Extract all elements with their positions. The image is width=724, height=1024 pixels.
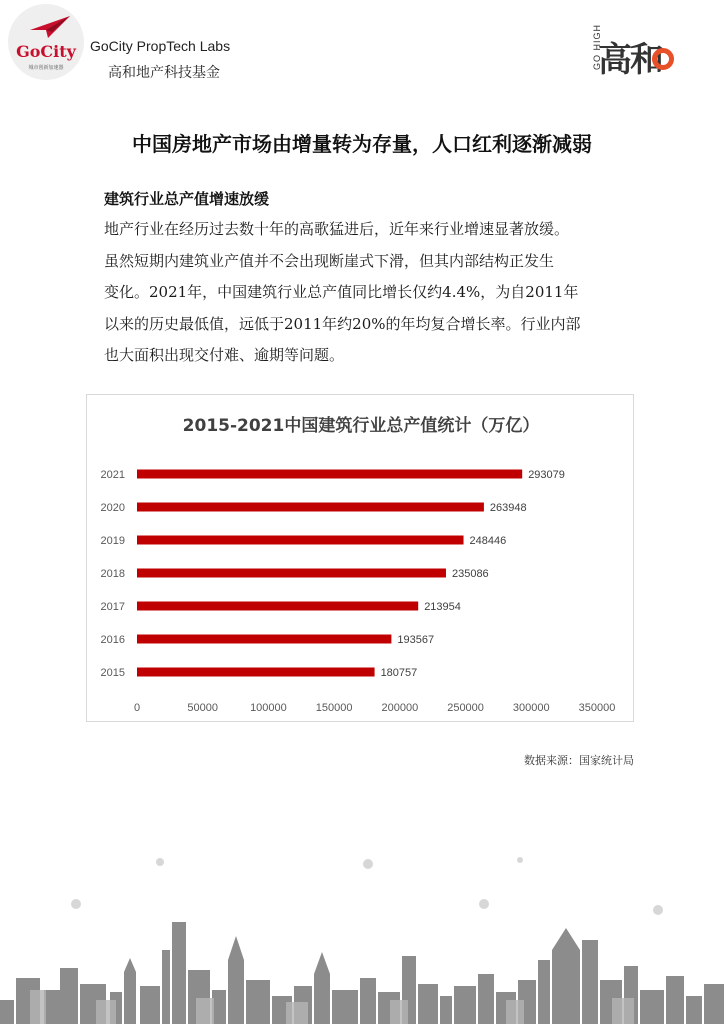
brand-name-cn: 高和地产科技基金 — [108, 65, 220, 81]
body-line: 地产行业在经历过去数十年的高歌猛进后，近年来行业增速显著放缓。 — [104, 220, 570, 238]
x-tick-label: 0 — [133, 702, 141, 714]
y-tick-label: 2016 — [100, 634, 125, 646]
y-tick-label: 2019 — [100, 535, 125, 547]
bar-2016 — [137, 635, 391, 644]
city-skyline-illustration — [0, 840, 724, 1024]
chart-svg — [87, 395, 635, 723]
data-label: 235086 — [451, 568, 489, 580]
body-line: 变化。2021年，中国建筑行业总产值同比增长仅约4.4%，为自2011年 — [104, 283, 579, 301]
y-tick-label: 2021 — [100, 469, 125, 481]
logo-subtitle: 城市创新加速器 — [28, 65, 64, 71]
bar-2017 — [137, 602, 418, 611]
body-line: 以来的历史最低值，远低于2011年约20%的年均复合增长率。行业内部 — [104, 314, 581, 333]
gohigh-circle-icon — [652, 48, 674, 70]
x-tick-label: 300000 — [512, 702, 550, 714]
gohigh-logo-en: GO HIGH — [592, 23, 603, 71]
body-paragraph — [104, 214, 644, 372]
brand-name-en: GoCity PropTech Labs — [90, 38, 231, 54]
data-label: 213954 — [424, 601, 461, 613]
data-label: 248446 — [469, 535, 507, 547]
paper-plane-icon — [28, 14, 72, 40]
data-source: 数据来源：国家统计局 — [524, 754, 634, 767]
data-label: 263948 — [489, 502, 527, 514]
bar-2018 — [137, 569, 446, 578]
bar-2021 — [137, 470, 522, 479]
x-tick-label: 50000 — [187, 702, 219, 714]
y-tick-label: 2015 — [100, 667, 125, 679]
bar-2015 — [137, 668, 375, 677]
bar-2020 — [137, 503, 484, 512]
x-tick-label: 250000 — [447, 702, 484, 714]
chart-title: 2015-2021中国建筑行业总产值统计（万亿） — [182, 416, 540, 436]
y-tick-label: 2018 — [100, 568, 125, 580]
page-title: 中国房地产市场由增量转为存量，人口红利逐渐减弱 — [132, 132, 592, 156]
y-tick-label: 2017 — [100, 601, 125, 613]
x-tick-label: 150000 — [315, 702, 353, 714]
x-tick-label: 200000 — [381, 702, 419, 714]
x-tick-label: 100000 — [250, 702, 287, 714]
bar-2019 — [137, 536, 464, 545]
body-line: 虽然短期内建筑业产值并不会出现断崖式下滑，但其内部结构正发生 — [104, 251, 555, 270]
gohigh-logo-cn: 高和 — [598, 40, 662, 80]
data-label: 180757 — [380, 667, 418, 679]
y-tick-label: 2020 — [100, 502, 125, 514]
data-label: 193567 — [397, 634, 435, 646]
logo-word: GoCity — [16, 42, 76, 61]
page-header — [0, 0, 724, 90]
gocity-logo — [8, 4, 84, 80]
gohigh-logo — [590, 23, 680, 80]
data-label: 293079 — [528, 469, 565, 481]
x-tick-label: 350000 — [578, 702, 616, 714]
bar-chart — [86, 394, 634, 722]
section-title: 建筑行业总产值增速放缓 — [104, 190, 270, 208]
body-line: 也大面积出现交付难、逾期等问题。 — [104, 346, 345, 364]
